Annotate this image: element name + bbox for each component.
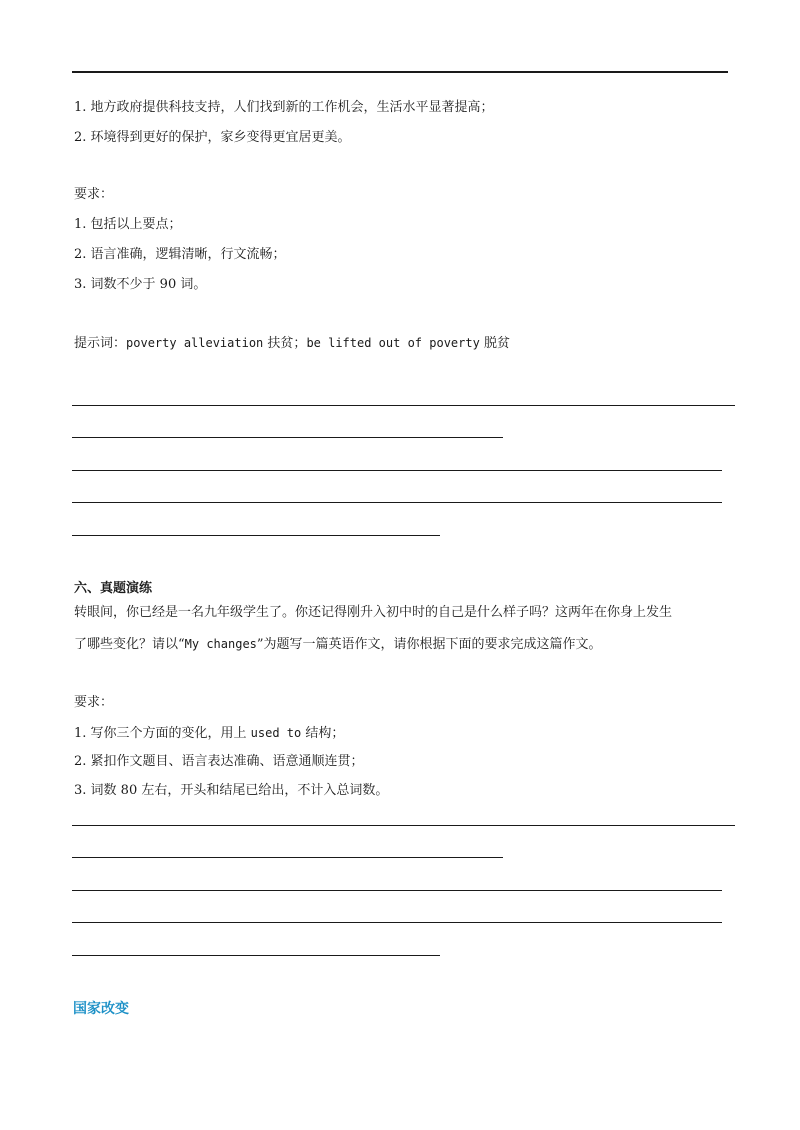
requirement2-item-2: 2. 紧扣作文题目、语言表达准确、语意通顺连贯；: [74, 754, 364, 769]
essay-title: My changes: [184, 637, 257, 651]
requirement-item-1: 1. 包括以上要点；: [74, 217, 182, 232]
requirement2-item-1-start: 1. 写你三个方面的变化，用上: [74, 726, 251, 741]
used-to-term: used to: [250, 726, 302, 740]
hint-term-1: poverty alleviation: [126, 336, 264, 350]
writing-line[interactable]: [72, 535, 440, 536]
footer-link[interactable]: 国家改变: [73, 1001, 129, 1017]
prompt-line-1: 转眼间，你已经是一名九年级学生了。你还记得刚升入初中时的自己是什么样子吗？这两年在你身上发生: [74, 605, 673, 620]
writing-line[interactable]: [72, 922, 722, 923]
prompt-line-2-start: 了哪些变化？请以“: [74, 637, 185, 652]
top-divider: [72, 71, 728, 73]
requirement2-item-1-end: 结构；: [301, 726, 345, 741]
point-2: 2. 环境得到更好的保护，家乡变得更宜居更美。: [74, 130, 351, 145]
writing-line[interactable]: [72, 502, 722, 503]
requirements-title: 要求：: [74, 187, 114, 202]
hint-label: 提示词：: [74, 336, 127, 351]
writing-line[interactable]: [72, 437, 503, 438]
writing-line[interactable]: [72, 405, 735, 406]
writing-line[interactable]: [72, 890, 722, 891]
requirement2-item-1: [74, 724, 344, 743]
hint-term-2: be lifted out of poverty: [306, 336, 480, 350]
writing-line[interactable]: [72, 825, 735, 826]
requirement2-item-3: 3. 词数 80 左右，开头和结尾已给出，不计入总词数。: [74, 783, 389, 798]
requirement-item-3: 3. 词数不少于 90 词。: [74, 277, 207, 292]
point-1: 1. 地方政府提供科技支持，人们找到新的工作机会，生活水平显著提高；: [74, 100, 494, 115]
requirement-item-2: 2. 语言准确，逻辑清晰，行文流畅；: [74, 247, 286, 262]
writing-line[interactable]: [72, 857, 503, 858]
hint-line: [74, 334, 510, 353]
hint-meaning-1: 扶贫；: [263, 336, 307, 351]
writing-line[interactable]: [72, 470, 722, 471]
prompt-line-2-end: ”为题写一篇英语作文，请你根据下面的要求完成这篇作文。: [256, 637, 602, 652]
section-heading: 六、真题演练: [74, 581, 153, 596]
requirements-title-2: 要求：: [74, 695, 114, 710]
prompt-line-2: [74, 635, 602, 654]
writing-line[interactable]: [72, 955, 440, 956]
hint-meaning-2: 脱贫: [479, 336, 510, 351]
